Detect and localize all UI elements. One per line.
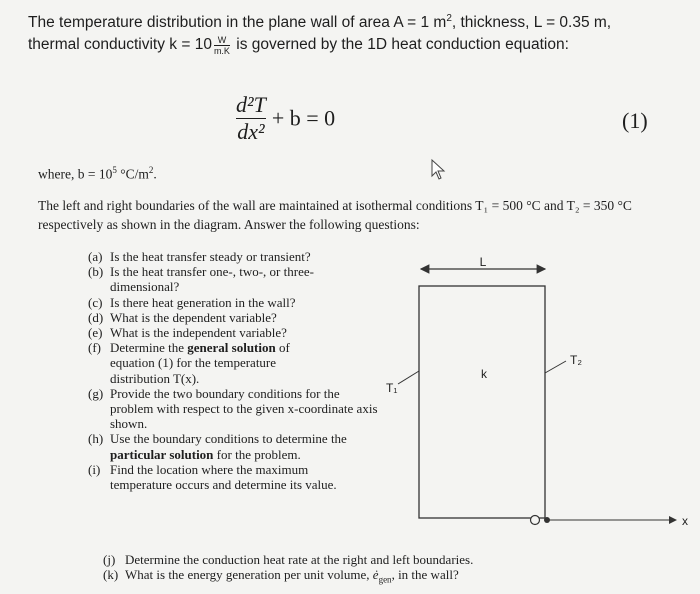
intro-text-3: thermal conductivity k = 10 <box>28 36 212 54</box>
intro-text-2: , thickness, L = 0.35 m, <box>451 14 612 32</box>
axis-start-dot <box>544 517 550 523</box>
t1-label: T₁ <box>386 381 398 395</box>
question-text: What is the dependent variable? <box>110 309 277 325</box>
question-bold-term: general solution <box>187 340 276 356</box>
question-text: Determine the conduction heat rate at the right and left boundaries. <box>125 552 474 567</box>
question-text-post: for the problem. <box>213 446 301 462</box>
t2-leader-line <box>545 361 566 373</box>
question-label: (a) <box>88 249 103 264</box>
question-text: Find the location where the maximum temperature occurs and determine its value. <box>110 461 337 493</box>
t1-leader-line <box>398 371 419 384</box>
conductivity-label: k <box>481 367 487 381</box>
energy-subscript: gen <box>378 574 392 585</box>
area-exponent: 2 <box>446 13 452 24</box>
equation-denominator: dx² <box>237 119 265 144</box>
question-label: (b) <box>88 264 104 280</box>
question-label: (h) <box>88 431 104 447</box>
equation-numerator: d²T <box>236 92 266 117</box>
cursor-icon <box>432 160 444 179</box>
equation-rest: + b = 0 <box>271 105 336 131</box>
energy-symbol: ė <box>372 567 379 583</box>
intro-text-1: The temperature distribution in the plane wall of area A = 1 m <box>28 14 447 32</box>
question-text-post: of equation (1) for the temperature distribution T(x). <box>110 340 290 386</box>
question-text: What is the independent variable? <box>110 325 287 341</box>
where-unit: °C/m <box>116 166 149 182</box>
question-label: (d) <box>88 309 104 325</box>
question-label: (k) <box>103 567 119 583</box>
where-end: . <box>153 166 157 182</box>
question-label: (i) <box>88 461 101 477</box>
question-label: (j) <box>103 552 116 567</box>
equation-number: (1) <box>622 108 648 133</box>
where-exponent: 5 <box>112 165 117 175</box>
question-text-post: , in the wall? <box>391 567 459 583</box>
wall-rectangle <box>419 286 545 518</box>
origin-marker <box>531 516 540 525</box>
question-label: (f) <box>88 340 101 356</box>
question-text: Provide the two boundary conditions for the problem with respect to the given x-coordinate axis shown. <box>110 385 378 432</box>
question-label: (e) <box>88 325 103 341</box>
question-bold-term: particular solution <box>110 446 214 462</box>
length-label: L <box>479 255 487 269</box>
question-text: Is the heat transfer steady or transient? <box>110 249 311 264</box>
question-label: (g) <box>88 385 104 401</box>
where-text: where, b = 10 <box>38 166 113 182</box>
intro-text-4: is governed by the 1D heat conduction equation: <box>231 36 569 54</box>
question-text-pre: Determine the <box>110 340 188 356</box>
question-text-pre: What is the energy generation per unit volume, <box>125 567 373 583</box>
t2-label: T₂ <box>570 353 582 367</box>
question-text: Is there heat generation in the wall? <box>110 294 296 310</box>
unit-numerator: W <box>214 35 230 46</box>
where-unit-exponent: 2 <box>148 165 154 175</box>
question-text-pre: Use the boundary conditions to determine the <box>110 431 347 447</box>
unit-denominator: m.K <box>213 45 230 56</box>
question-text: Is the heat transfer one-, two-, or three-dimensional? <box>110 264 314 295</box>
x-axis-label: x <box>682 514 688 528</box>
question-label: (c) <box>88 294 103 310</box>
boundary-paragraph: The left and right boundaries of the wall are maintained at isothermal conditions T₁ = 500 °C and T₂ = 350 °C respectively as shown in the diagram. Answer the following questions: <box>38 198 632 232</box>
